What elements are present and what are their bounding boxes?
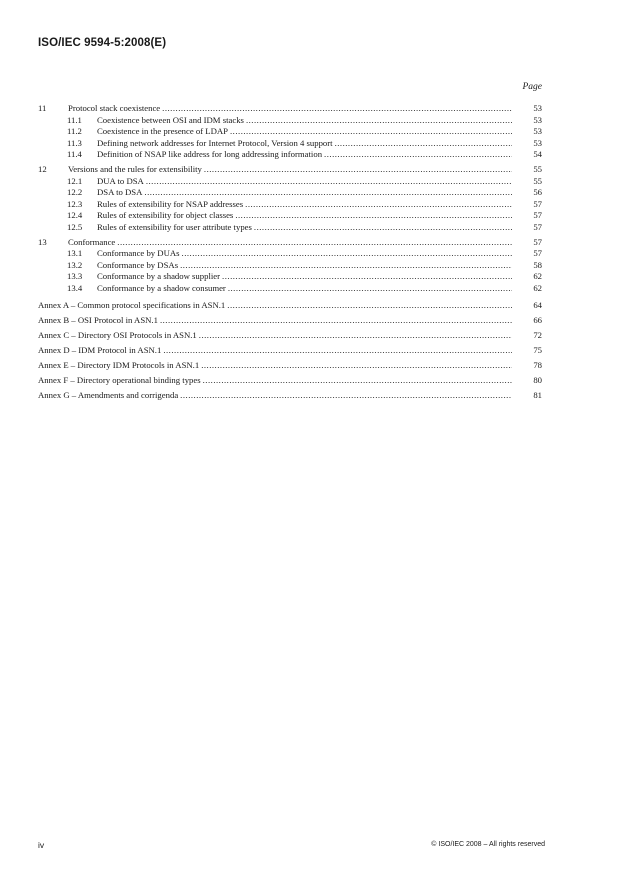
toc-section-13 [38,237,542,295]
toc-entry-page: 53 [533,137,542,148]
table-of-contents [38,103,542,403]
toc-entry-title: Versions and the rules for extensibility [68,164,202,174]
toc-entry-page: 57 [533,248,542,258]
toc-entry-page: 78 [533,359,542,370]
toc-entry-number: 12.3 [67,198,83,209]
dot-leader [160,313,512,328]
dot-leader [324,149,512,161]
toc-entry-title: Protocol stack coexistence [68,103,161,113]
dot-leader [222,271,512,283]
toc-annex-entry[interactable] [38,343,542,358]
toc-entry-title: Conformance by a shadow consumer [97,282,226,293]
toc-entry-page: 80 [533,374,542,385]
toc-subentry[interactable] [38,149,542,161]
toc-annex-entry[interactable] [38,358,542,373]
toc-entry-page: 56 [533,187,542,197]
toc-entry-page: 57 [533,236,542,247]
dot-leader [227,298,512,313]
toc-entry-page: 64 [533,299,542,310]
toc-entry[interactable] [38,164,542,176]
toc-entry-title: Annex E – Directory IDM Protocols in ASN.1 [38,359,200,370]
toc-entry-page: 54 [533,149,542,159]
toc-subentry[interactable] [38,199,542,211]
toc-entry-page: 53 [533,126,542,136]
toc-entry-title: DUA to DSA [97,175,144,186]
toc-entry-title: Annex C – Directory OSI Protocols in ASN.1 [38,329,197,340]
dot-leader [203,373,512,388]
dot-leader [199,328,512,343]
dot-leader [230,126,512,138]
toc-subentry[interactable] [38,222,542,234]
toc-entry-number: 12.5 [67,221,83,232]
toc-subentry[interactable] [38,138,542,150]
toc-entry-number: 13.4 [67,282,83,293]
toc-subentry[interactable] [38,283,542,295]
toc-entry-page: 62 [533,282,542,293]
toc-entry-number: 11.2 [67,126,82,136]
toc-section-11 [38,103,542,161]
toc-entry-page: 81 [533,389,542,400]
toc-entry-number: 12.2 [67,187,83,197]
toc-entry-title: Rules of extensibility for object classes [97,210,234,220]
toc-annex-entry[interactable] [38,328,542,343]
dot-leader [235,210,512,222]
toc-entry-number: 13.1 [67,248,83,258]
toc-entry-page: 57 [533,221,542,232]
dot-leader [144,187,512,199]
toc-entry-number: 13.2 [67,259,83,270]
toc-entry-page: 57 [533,198,542,209]
toc-entry-title: Annex G – Amendments and corrigenda [38,389,179,400]
toc-entry-title: Coexistence in the presence of LDAP [97,126,228,136]
toc-entry-number: 12.4 [67,210,83,220]
page-column-label: Page [522,82,542,92]
dot-leader [180,388,512,403]
toc-entry-page: 75 [533,344,542,355]
toc-entry-title: Annex A – Common protocol specifications in ASN.1 [38,299,226,310]
toc-subentry[interactable] [38,210,542,222]
toc-entry-page: 72 [533,329,542,340]
toc-entry-title: Conformance [68,236,116,247]
toc-subentry[interactable] [38,187,542,199]
toc-entry-page: 53 [533,103,542,113]
toc-entry-number: 13.3 [67,271,83,281]
toc-entry-title: Definition of NSAP like address for long addressing information [97,149,323,159]
toc-subentry[interactable] [38,271,542,283]
toc-entry-title: Annex D – IDM Protocol in ASN.1 [38,344,162,355]
dot-leader [201,358,512,373]
toc-annex-entry[interactable] [38,388,542,403]
dot-leader [146,176,512,188]
toc-entry-title: Coexistence between OSI and IDM stacks [97,114,244,125]
toc-entry-page: 62 [533,271,542,281]
toc-entry-page: 53 [533,114,542,125]
toc-entry[interactable] [38,103,542,115]
toc-annexes [38,298,542,403]
dot-leader [228,283,512,295]
toc-annex-entry[interactable] [38,313,542,328]
toc-section-12 [38,164,542,233]
footer-page-number: iv [38,840,45,850]
footer-copyright: © ISO/IEC 2008 – All rights reserved [431,841,545,848]
toc-subentry[interactable] [38,260,542,272]
toc-entry-title: Rules of extensibility for user attribute types [97,221,252,232]
dot-leader [163,343,512,358]
toc-entry-number: 12 [38,164,47,174]
toc-entry-number: 11 [38,103,47,113]
toc-subentry[interactable] [38,115,542,127]
toc-entry-page: 66 [533,314,542,325]
toc-entry-title: Defining network addresses for Internet Protocol, Version 4 support [97,137,333,148]
toc-entry-title: Conformance by a shadow supplier [97,271,221,281]
toc-entry-title: Conformance by DUAs [97,248,180,258]
dot-leader [246,115,512,127]
dot-leader [162,103,512,115]
dot-leader [117,237,512,249]
toc-entry-number: 13 [38,236,47,247]
dot-leader [245,199,512,211]
toc-entry-page: 58 [533,259,542,270]
toc-subentry[interactable] [38,248,542,260]
toc-entry-title: DSA to DSA [97,187,143,197]
toc-entry-page: 55 [533,164,542,174]
toc-entry-number: 11.1 [67,114,82,125]
toc-entry-title: Conformance by DSAs [97,259,179,270]
toc-entry-title: Annex F – Directory operational binding types [38,374,201,385]
dot-leader [180,260,512,272]
toc-entry-page: 55 [533,175,542,186]
toc-entry-page: 57 [533,210,542,220]
dot-leader [204,164,512,176]
toc-entry-number: 12.1 [67,175,83,186]
toc-entry-number: 11.4 [67,149,82,159]
toc-entry-number: 11.3 [67,137,82,148]
toc-subentry[interactable] [38,176,542,188]
document-id-header: ISO/IEC 9594-5:2008(E) [38,37,167,49]
toc-annex-entry[interactable] [38,298,542,313]
toc-subentry[interactable] [38,126,542,138]
dot-leader [182,248,512,260]
toc-entry-title: Annex B – OSI Protocol in ASN.1 [38,314,158,325]
toc-entry-title: Rules of extensibility for NSAP addresses [97,198,244,209]
toc-annex-entry[interactable] [38,373,542,388]
toc-entry[interactable] [38,237,542,249]
dot-leader [254,222,512,234]
dot-leader [335,138,512,150]
